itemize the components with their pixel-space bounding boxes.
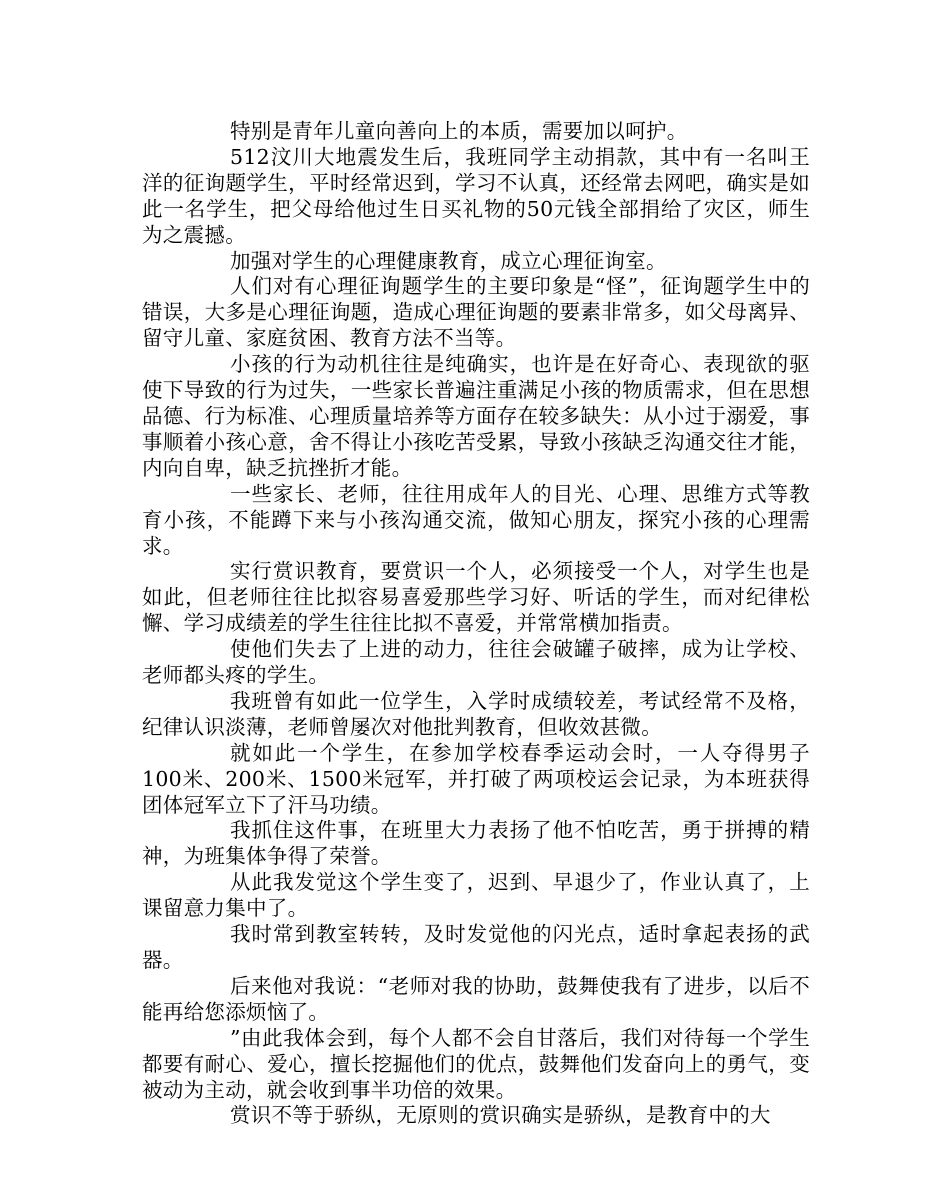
paragraph-14: 后来他对我说：“老师对我的协助，鼓舞使我有了进步，以后不能再给您添烦恼了。 [142,973,810,1024]
paragraph-9: 我班曾有如此一位学生，入学时成绩较差，考试经常不及格，纪律认识淡薄，老师曾屡次对他批判教育，但收效甚微。 [142,688,810,739]
paragraph-6: 一些家长、老师，往往用成年人的目光、心理、思维方式等教育小孩，不能蹲下来与小孩沟通交流，做知心朋友，探究小孩的心理需求。 [142,481,810,558]
paragraph-12: 从此我发觉这个学生变了，迟到、早退少了，作业认真了，上课留意力集中了。 [142,870,810,921]
paragraph-13: 我时常到教室转转，及时发觉他的闪光点，适时拿起表扬的武器。 [142,922,810,972]
paragraph-3: 加强对学生的心理健康教育，成立心理征询室。 [230,248,667,273]
paragraph-7: 实行赏识教育，要赏识一个人，必须接受一个人，对学生也是如此，但老师往往比拟容易喜爱那些学习好、听话的学生，而对纪律松懈、学习成绩差的学生往往比拟不喜爱，并常常横加指责。 [142,559,810,636]
paragraph-1: 特别是青年儿童向善向上的本质，需要加以呵护。 [230,119,688,143]
paragraph-15: ”由此我体会到，每个人都不会自甘落后，我们对待每一个学生都要有耐心、爱心，擅长挖掘他们的优点，鼓舞他们发奋向上的勇气，变被动为主动，就会收到事半功倍的效果。 [142,1025,810,1102]
paragraph-16: 赏识不等于骄纵，无原则的赏识确实是骄纵，是教育中的大 [230,1103,771,1128]
paragraph-2: 512汶川大地震发生后，我班同学主动捐款，其中有一名叫王洋的征询题学生，平时经常迟到，学习不认真，还经常去网吧，确实是如此一名学生，把父母给他过生日买礼物的50元钱全部捐给了灾区，师生为之震撼。 [142,144,810,247]
paragraph-5: 小孩的行为动机往往是纯确实，也许是在好奇心、表现欲的驱使下导致的行为过失，一些家长普遍注重满足小孩的物质需求，但在思想品德、行为标准、心理质量培养等方面存在较多缺失：从小过于溺爱，事事顺着小孩心意，舍不得让小孩吃苦受累，导致小孩缺乏沟通交往才能，内向自卑，缺乏抗挫折才能。 [142,352,810,480]
paragraph-8: 使他们失去了上进的动力，往往会破罐子破摔，成为让学校、老师都头疼的学生。 [142,637,810,688]
paragraph-4: 人们对有心理征询题学生的主要印象是“怪”，征询题学生中的错误，大多是心理征询题，造成心理征询题的要素非常多，如父母离异、留守儿童、家庭贫困、教育方法不当等。 [142,274,810,351]
paragraph-10: 就如此一个学生，在参加学校春季运动会时，一人夺得男子100米、200米、1500米冠军，并打破了两项校运会记录，为本班获得团体冠军立下了汗马功绩。 [142,740,810,817]
paragraph-11: 我抓住这件事，在班里大力表扬了他不怕吃苦，勇于拼搏的精神，为班集体争得了荣誉。 [142,818,810,869]
document-body [142,119,810,1129]
